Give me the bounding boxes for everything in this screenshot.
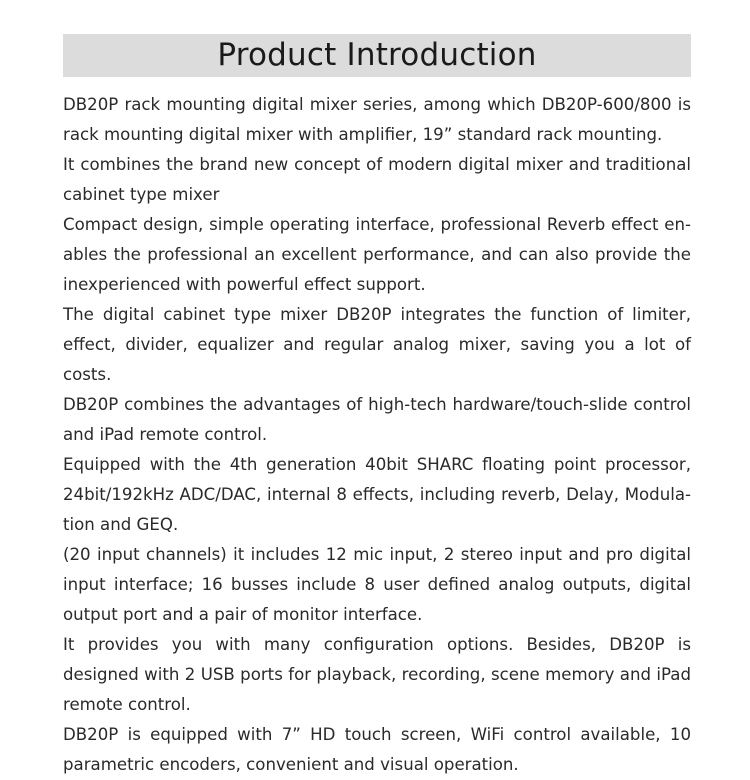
paragraph-concept: It combines the brand new concept of modern digital mixer and traditional cabinet type mixer [63, 155, 691, 204]
intro-text-block [63, 90, 691, 780]
paragraph-functions: The digital cabinet type mixer DB20P integrates the function of limiter, effect, divider, equalizer and regular analog mixer, saving you a lot of costs. [63, 305, 691, 384]
title-bar [63, 34, 691, 77]
paragraph-channels: (20 input channels) it includes 12 mic input, 2 stereo input and pro digital input interface; 16 busses include 8 user defined analog outputs, digital output port and a pair of monitor interface. [63, 545, 691, 624]
paragraph-usb: It provides you with many configuration options. Besides, DB20P is designed with 2 USB ports for playback, recording, scene memory and iPad remote control. [63, 635, 691, 714]
paragraph-processor: Equipped with the 4th generation 40bit SHARC floating point processor, 24bit/192kHz ADC/DAC, internal 8 effects, including reverb, Delay, Modulation and GEQ. [63, 455, 691, 534]
paragraph-rack-mounting: DB20P rack mounting digital mixer series, among which DB20P-600/800 is rack mounting digital mixer with amplifier, 19” standard rack mounting. [63, 95, 691, 144]
paragraph-touch-screen: DB20P is equipped with 7” HD touch screen, WiFi control available, 10 parametric encoders, convenient and visual operation. [63, 725, 691, 774]
page-title: Product Introduction [217, 37, 537, 73]
paragraph-control: DB20P combines the advantages of high-tech hardware/touch-slide control and iPad remote control. [63, 395, 691, 444]
paragraph-compact-design: Compact design, simple operating interface, professional Reverb effect enables the professional an excellent performance, and can also provide the inexperienced with powerful effect support. [63, 215, 691, 294]
